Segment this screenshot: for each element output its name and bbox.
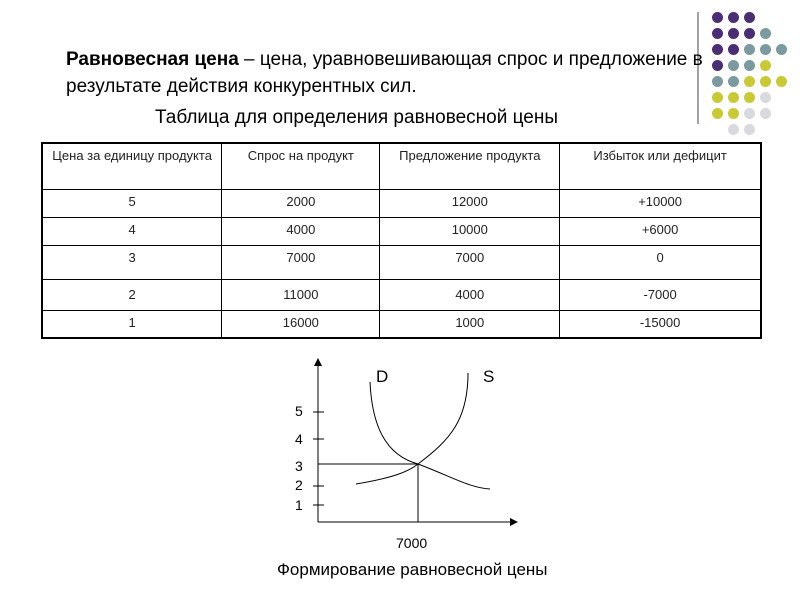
table-cell: -15000 bbox=[560, 310, 761, 338]
x-tick-label: 7000 bbox=[396, 535, 428, 551]
y-tick-label: 4 bbox=[295, 431, 303, 447]
y-tick-label: 5 bbox=[295, 403, 303, 419]
table-cell: 12000 bbox=[380, 189, 560, 217]
table-cell: 16000 bbox=[222, 310, 380, 338]
supply-curve bbox=[356, 373, 468, 484]
table-cell: 2 bbox=[42, 279, 222, 310]
table-title: Таблица для определения равновесной цены bbox=[155, 107, 559, 128]
y-tick-label: 2 bbox=[295, 477, 303, 493]
table-cell: 7000 bbox=[222, 245, 380, 279]
table-cell: 4000 bbox=[380, 279, 560, 310]
table-cell: 2000 bbox=[222, 189, 380, 217]
y-tick-label: 1 bbox=[295, 497, 303, 513]
table-cell: -7000 bbox=[560, 279, 761, 310]
table-cell: +10000 bbox=[560, 189, 761, 217]
y-tick-label: 3 bbox=[295, 458, 303, 474]
table-cell: 4000 bbox=[222, 217, 380, 245]
demand-label: D bbox=[376, 367, 389, 386]
definition-text: – цена, уравновешивающая спрос и предложение в результате действия конкурентных сил. bbox=[66, 49, 703, 97]
graph-caption: Формирование равновесной цены bbox=[277, 560, 548, 579]
table-cell: +6000 bbox=[560, 217, 761, 245]
table-header-cell: Цена за единицу продукта bbox=[42, 143, 222, 189]
demand-curve bbox=[370, 382, 490, 489]
table-cell: 4 bbox=[42, 217, 222, 245]
table-cell: 1 bbox=[42, 310, 222, 338]
supply-label: S bbox=[483, 367, 495, 386]
table-header-cell: Избыток или дефицит bbox=[560, 143, 761, 189]
table-cell: 11000 bbox=[222, 279, 380, 310]
table-cell: 10000 bbox=[380, 217, 560, 245]
table-cell: 1000 bbox=[380, 310, 560, 338]
table-cell: 5 bbox=[42, 189, 222, 217]
table-cell: 3 bbox=[42, 245, 222, 279]
table-cell: 0 bbox=[560, 245, 761, 279]
definition-term: Равновесная цена bbox=[66, 49, 239, 70]
table-cell: 7000 bbox=[380, 245, 560, 279]
table-header-cell: Спрос на продукт bbox=[222, 143, 380, 189]
table-header-cell: Предложение продукта bbox=[380, 143, 560, 189]
